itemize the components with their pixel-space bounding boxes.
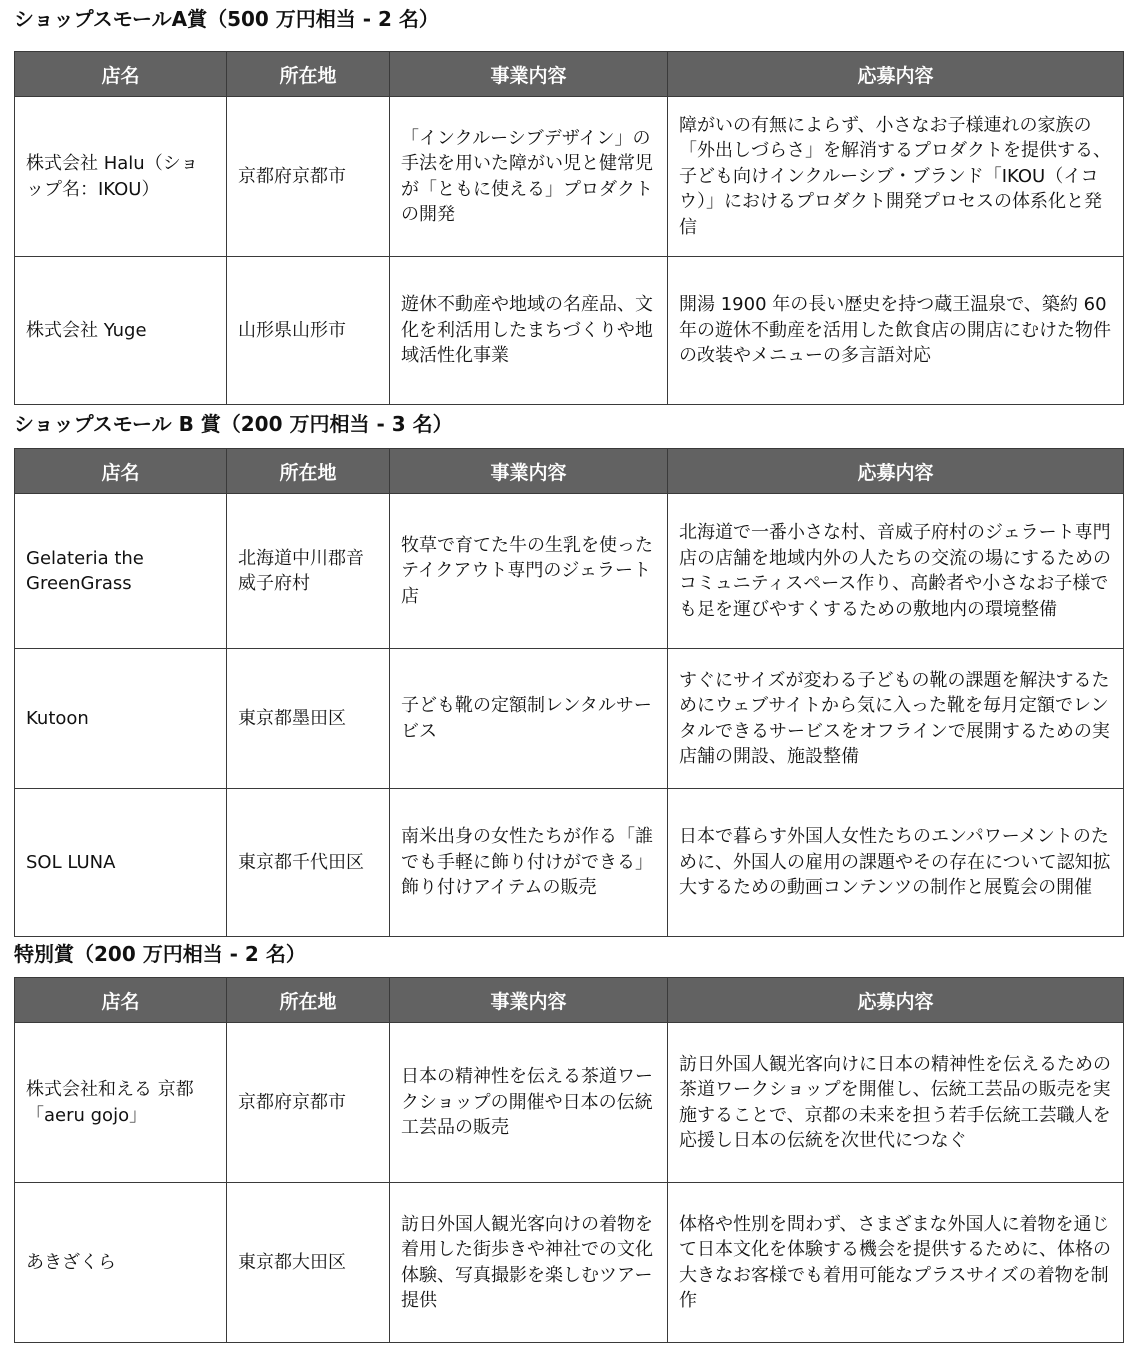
column-header-shop: 店名 <box>15 978 227 1023</box>
shop-name-cell: Kutoon <box>15 649 227 789</box>
application-cell: 障がいの有無によらず、小さなお子様連れの家族の「外出しづらさ」を解消するプロダクトを提供する、子ども向けインクルーシブ・ブランド「IKOU（イコウ）」におけるプロダクト開発プロセスの体系化と発信 <box>668 97 1124 257</box>
business-cell: 日本の精神性を伝える茶道ワークショップの開催や日本の伝統工芸品の販売 <box>390 1023 668 1183</box>
location-cell: 東京都墨田区 <box>227 649 390 789</box>
section-heading-special-award: 特別賞（200 万円相当 - 2 名） <box>14 942 306 966</box>
business-cell: 南米出身の女性たちが作る「誰でも手軽に飾り付けができる」飾り付けアイテムの販売 <box>390 789 668 937</box>
column-header-location: 所在地 <box>227 52 390 97</box>
table-row <box>15 1183 1124 1343</box>
location-cell: 東京都大田区 <box>227 1183 390 1343</box>
business-cell: 子ども靴の定額制レンタルサービス <box>390 649 668 789</box>
location-cell: 山形県山形市 <box>227 257 390 405</box>
location-cell: 北海道中川郡音威子府村 <box>227 494 390 649</box>
column-header-shop: 店名 <box>15 449 227 494</box>
business-cell: 訪日外国人観光客向けの着物を着用した街歩きや神社での文化体験、写真撮影を楽しむツアー提供 <box>390 1183 668 1343</box>
business-cell: 遊休不動産や地域の名産品、文化を利活用したまちづくりや地域活性化事業 <box>390 257 668 405</box>
column-header-shop: 店名 <box>15 52 227 97</box>
table-row <box>15 97 1124 257</box>
business-cell: 牧草で育てた牛の生乳を使ったテイクアウト専門のジェラート店 <box>390 494 668 649</box>
shop-name-cell: あきざくら <box>15 1183 227 1343</box>
column-header-location: 所在地 <box>227 978 390 1023</box>
location-cell: 京都府京都市 <box>227 97 390 257</box>
table-header-row <box>15 52 1124 97</box>
award-table-shop-small-b <box>14 448 1124 937</box>
shop-name-cell: Gelateria the GreenGrass <box>15 494 227 649</box>
application-cell: 日本で暮らす外国人女性たちのエンパワーメントのために、外国人の雇用の課題やその存在について認知拡大するための動画コンテンツの制作と展覧会の開催 <box>668 789 1124 937</box>
application-cell: 開湯 1900 年の長い歴史を持つ蔵王温泉で、築約 60 年の遊休不動産を活用した飲食店の開店にむけた物件の改装やメニューの多言語対応 <box>668 257 1124 405</box>
shop-name-cell: 株式会社和える 京都「aeru gojo」 <box>15 1023 227 1183</box>
application-cell: 体格や性別を問わず、さまざまな外国人に着物を通じて日本文化を体験する機会を提供するために、体格の大きなお客様でも着用可能なプラスサイズの着物を制作 <box>668 1183 1124 1343</box>
table-row <box>15 494 1124 649</box>
column-header-business: 事業内容 <box>390 449 668 494</box>
award-table-shop-small-a <box>14 51 1124 405</box>
column-header-business: 事業内容 <box>390 52 668 97</box>
award-table-special-award <box>14 977 1124 1343</box>
column-header-business: 事業内容 <box>390 978 668 1023</box>
table-row <box>15 789 1124 937</box>
shop-name-cell: SOL LUNA <box>15 789 227 937</box>
section-heading-shop-small-b: ショップスモール B 賞（200 万円相当 - 3 名） <box>14 412 453 436</box>
application-cell: 北海道で一番小さな村、音威子府村のジェラート専門店の店舗を地域内外の人たちの交流の場にするためのコミュニティスペース作り、高齢者や小さなお子様でも足を運びやすくするための敷地内の環境整備 <box>668 494 1124 649</box>
column-header-application: 応募内容 <box>668 52 1124 97</box>
section-heading-shop-small-a: ショップスモールA賞（500 万円相当 - 2 名） <box>14 7 439 31</box>
table-row <box>15 1023 1124 1183</box>
table-row <box>15 257 1124 405</box>
shop-name-cell: 株式会社 Yuge <box>15 257 227 405</box>
table-header-row <box>15 449 1124 494</box>
table-row <box>15 649 1124 789</box>
business-cell: 「インクルーシブデザイン」の手法を用いた障がい児と健常児が「ともに使える」プロダクトの開発 <box>390 97 668 257</box>
column-header-application: 応募内容 <box>668 978 1124 1023</box>
location-cell: 東京都千代田区 <box>227 789 390 937</box>
column-header-application: 応募内容 <box>668 449 1124 494</box>
shop-name-cell: 株式会社 Halu（ショップ名：IKOU） <box>15 97 227 257</box>
table-header-row <box>15 978 1124 1023</box>
application-cell: すぐにサイズが変わる子どもの靴の課題を解決するためにウェブサイトから気に入った靴を毎月定額でレンタルできるサービスをオフラインで展開するための実店舗の開設、施設整備 <box>668 649 1124 789</box>
application-cell: 訪日外国人観光客向けに日本の精神性を伝えるための茶道ワークショップを開催し、伝統工芸品の販売を実施することで、京都の未来を担う若手伝統工芸職人を応援し日本の伝統を次世代につなぐ <box>668 1023 1124 1183</box>
column-header-location: 所在地 <box>227 449 390 494</box>
location-cell: 京都府京都市 <box>227 1023 390 1183</box>
